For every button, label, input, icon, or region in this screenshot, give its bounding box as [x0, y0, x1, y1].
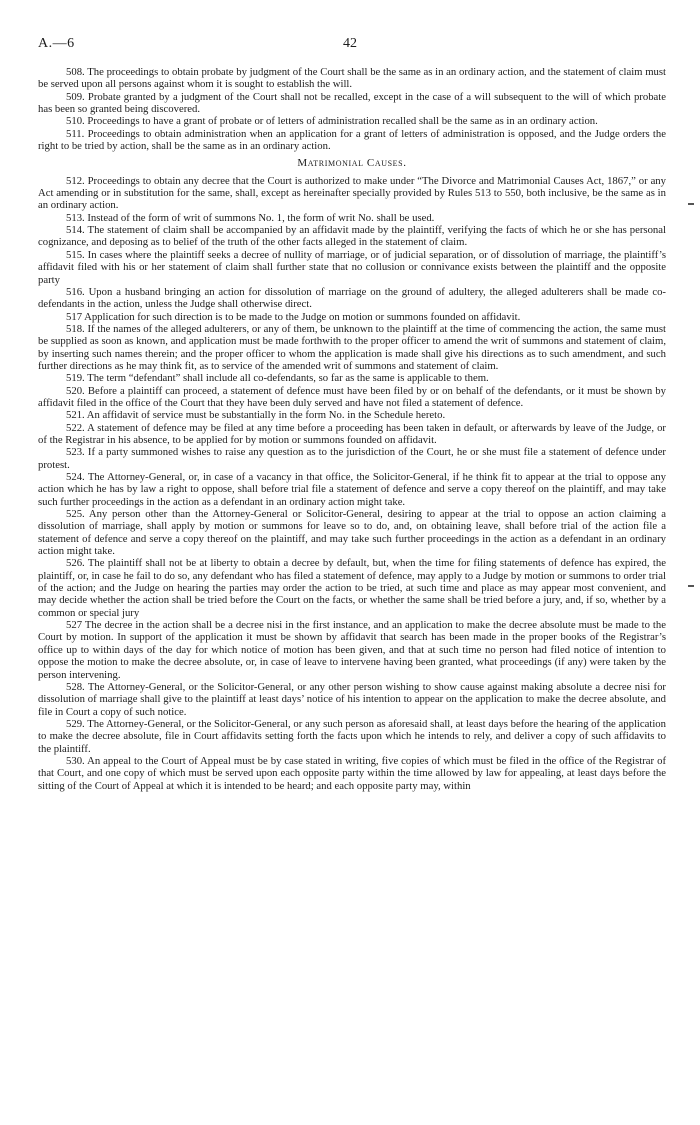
- paragraph-519: 519. The term “defendant” shall include all co-defendants, so far as the same is applicable to them.: [66, 372, 489, 385]
- paragraph-517: 517 Application for such direction is to be made to the Judge on motion or summons founded on affidavit.: [66, 310, 521, 323]
- paragraph-514: 514. The statement of claim shall be accompanied by an affidavit made by the plaintiff, verifying the facts of which he or she has personal cognizance, and deposing as to belief of the truth of the other facts alleged in the statement of claim.: [38, 224, 666, 249]
- document-body: [38, 66, 666, 792]
- paragraph-520: 520. Before a plaintiff can proceed, a statement of defence must have been filed by or on behalf of the defendants, or it must be shown by affidavit filed in the office of the Court that they have been duly served and have not filed a statement of defence.: [38, 384, 666, 409]
- paragraph-524: 524. The Attorney-General, or, in case of a vacancy in that office, the Solicitor-General, if he think fit to appear at the trial to oppose any action which he has by law a right to oppose, shall before trial file a statement of defence and serve a copy thereof on the plaintiff, and may take such further proceedings in the action as a defendant in an ordinary action might take.: [38, 471, 666, 508]
- paragraph-511: 511. Proceedings to obtain administration when an application for a grant of letters of administration is opposed, and the Judge orders the right to be tried by action, shall be the same as in an ordinary action.: [38, 127, 666, 153]
- paragraph-510: 510. Proceedings to have a grant of probate or of letters of administration recalled shall be the same as in an ordinary action.: [66, 115, 598, 128]
- paragraph-528: 528. The Attorney-General, or the Solicitor-General, or any other person wishing to show cause against making absolute a decree nisi for dissolution of marriage shall give to the plaintiff at least days’ notice of his intention to appear on the application to make the decree absolute, and file in Court a copy of such notice.: [38, 680, 666, 718]
- paragraph-512: 512. Proceedings to obtain any decree that the Court is authorized to make under “The Divorce and Matrimonial Causes Act, 1867,” or any Act amending or in substitution for the same, shall, except as hereinafter specially provided by Rules 513 to 550, both inclusive, be the same as in an ordinary action.: [38, 174, 666, 212]
- paragraph-529: 529. The Attorney-General, or the Solicitor-General, or any such person as aforesaid shall, at least days before the hearing of the application to make the decree absolute, file in Court affidavits setting forth the facts upon which he intends to rely, and deliver a copy of such affidavits to the plaintiff.: [38, 717, 666, 755]
- paragraph-516: 516. Upon a husband bringing an action for dissolution of marriage on the ground of adultery, the alleged adulterers shall be made co-defendants in the action, unless the Judge shall otherwise direct.: [38, 285, 666, 311]
- paragraph-515: 515. In cases where the plaintiff seeks a decree of nullity of marriage, or of judicial separation, or of dissolution of marriage, the plaintiff’s affidavit filed with his or her statement of claim shall further state that no collusion or connivance exists between the plaintiff and the opposite party: [38, 248, 666, 286]
- paragraph-527: 527 The decree in the action shall be a decree nisi in the first instance, and an application to make the decree absolute must be made to the Court by motion. In support of the application it must be shown by affidavit that search has been made in the proper books of the Registrar’s office up to within days of the day for which notice of motion has been given, and that at such time no person had filed notice of intention to oppose the motion to make the decree absolute, or, in case of leave to intervene having been granted, what proceedings (if any) were taken by the person intervening.: [38, 619, 666, 681]
- paragraph-509: 509. Probate granted by a judgment of the Court shall not be recalled, except in the case of a will subsequent to the will of which probate has been so granted being discovered.: [38, 90, 666, 116]
- paragraph-508: 508. The proceedings to obtain probate by judgment of the Court shall be the same as in an ordinary action, and the statement of claim must be served upon all persons against whom it is sought to establish the will.: [38, 66, 666, 91]
- section-heading: Matrimonial Causes.: [297, 157, 407, 170]
- paragraph-526: 526. The plaintiff shall not be at liberty to obtain a decree by default, but, when the time for filing statements of defence has expired, the plaintiff, or, in case he fail to do so, any defendant who has filed a statement of defence, may apply to a Judge by motion or summons to order trial of the action; and the Judge on hearing the parties may order the action to be tried, at such time and place as may appear most convenient, and may decide whether the action shall be tried before the Court on the facts, or whether the same shall be tried before a jury, and, if so, whether by a common or special jury: [38, 557, 666, 619]
- page-reference: A.—6: [38, 36, 75, 51]
- paragraph-518: 518. If the names of the alleged adulterers, or any of them, be unknown to the plaintiff at the time of commencing the action, the same must be supplied as soon as known, and application must be made forthwith to the proper officer to amend the writ of summons and statement of claim, by inserting such names therein; and the proper officer to whom the application is made shall give his directions as to such amendment, and such further directions as he may think fit, as to service of the amended writ of summons and statement of claim.: [38, 322, 666, 372]
- page-header: [38, 36, 662, 56]
- paragraph-522: 522. A statement of defence may be filed at any time before a proceeding has been taken in default, or afterwards by leave of the Judge, or of the Registrar in his absence, to be applied for by motion or summons founded on affidavit.: [38, 421, 666, 446]
- page-number: 42: [343, 36, 357, 51]
- paragraph-523: 523. If a party summoned wishes to raise any question as to the jurisdiction of the Court, he or she must file a statement of defence under protest.: [38, 446, 666, 471]
- margin-mark: [688, 585, 694, 587]
- paragraph-513: 513. Instead of the form of writ of summons No. 1, the form of writ No. shall be used.: [66, 211, 435, 224]
- paragraph-525: 525. Any person other than the Attorney-General or Solicitor-General, desiring to appear at the trial to oppose an action claiming a dissolution of marriage, shall apply by motion or summons for leave so to do, and, on obtaining leave, shall before trial of the action file a statement of defence and serve a copy thereof on the plaintiff, and may take such further proceedings in the action as a defendant in an ordinary action might take.: [38, 508, 666, 558]
- margin-mark: [688, 203, 694, 205]
- paragraph-530: 530. An appeal to the Court of Appeal must be by case stated in writing, five copies of which must be filed in the office of the Registrar of that Court, and one copy of which must be served upon each opposite party within the time allowed by law for appealing, at least days before the sitting of the Court of Appeal at which it is intended to be heard; and each opposite party may, within: [38, 754, 666, 792]
- paragraph-521: 521. An affidavit of service must be substantially in the form No. in the Schedule hereto.: [66, 409, 446, 422]
